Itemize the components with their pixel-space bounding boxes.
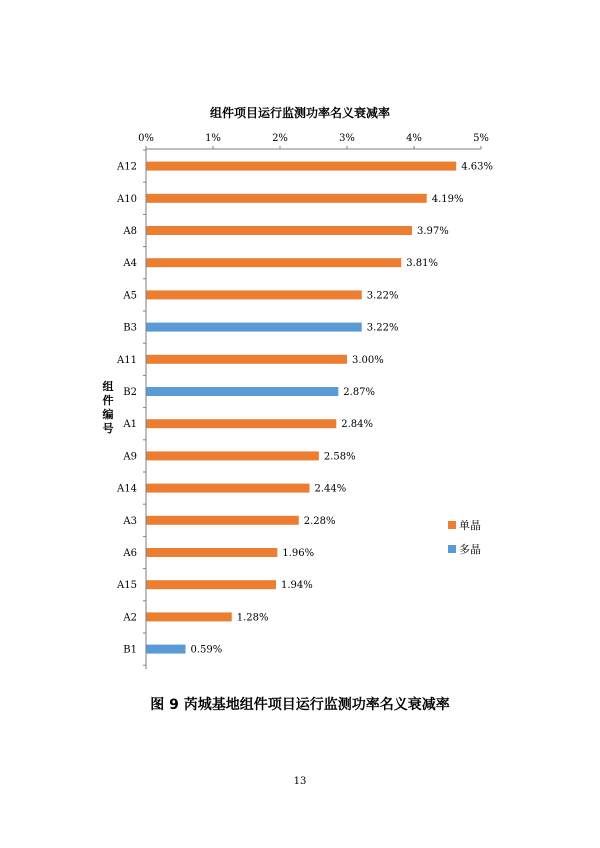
y-tick-label: A14 — [117, 483, 137, 495]
figure-caption: 图 9 芮城基地组件项目运行监测功率名义衰减率 — [150, 697, 450, 713]
y-tick-label: A6 — [123, 548, 137, 559]
bar — [147, 323, 362, 332]
legend-label-poly: 多晶 — [459, 543, 481, 556]
legend-item-poly — [448, 542, 481, 556]
data-label: 4.19% — [431, 193, 464, 205]
legend-swatch-poly — [448, 545, 456, 553]
x-tick-label: 0% — [138, 133, 154, 144]
y-tick-label: A8 — [123, 226, 137, 237]
bar — [147, 645, 186, 654]
data-label: 2.58% — [323, 451, 356, 463]
bar — [147, 419, 337, 428]
y-tick-label: A2 — [123, 612, 137, 624]
page-number: 13 — [293, 776, 307, 787]
bar — [147, 290, 362, 299]
y-tick-label: A10 — [117, 193, 137, 205]
y-tick-label: A4 — [123, 258, 137, 270]
bar — [147, 387, 339, 396]
y-tick-label: B1 — [123, 644, 137, 656]
bar — [147, 226, 412, 235]
y-tick-label: A15 — [117, 580, 137, 592]
x-tick-label: 4% — [406, 133, 422, 144]
bar — [147, 451, 319, 460]
data-label: 3.81% — [406, 258, 439, 270]
chart-title: 组件项目运行监测功率名义衰减率 — [209, 106, 390, 120]
data-label: 2.44% — [314, 483, 347, 495]
bar — [147, 355, 348, 364]
bar — [147, 162, 457, 171]
y-tick-label: B3 — [123, 322, 137, 334]
y-tick-label: A1 — [123, 419, 137, 431]
x-tick-label: 1% — [205, 133, 221, 144]
data-label: 2.87% — [343, 387, 376, 398]
y-tick-label: A9 — [123, 451, 137, 463]
data-label: 2.28% — [303, 515, 336, 527]
bar — [147, 580, 276, 589]
data-label: 1.28% — [236, 612, 269, 624]
chart-legend — [448, 518, 481, 566]
data-label: 0.59% — [190, 644, 223, 656]
data-label: 3.22% — [366, 322, 399, 334]
data-label: 1.96% — [282, 548, 315, 559]
data-label: 2.84% — [341, 419, 374, 431]
y-tick-label: A11 — [117, 354, 137, 366]
y-tick-label: A12 — [117, 161, 137, 173]
data-label: 3.97% — [416, 226, 449, 237]
bar — [147, 484, 310, 493]
y-axis-label: 组件编号 — [102, 380, 114, 435]
bar — [147, 258, 402, 267]
y-tick-label: B2 — [123, 387, 137, 398]
bar — [147, 548, 278, 557]
data-label: 3.22% — [366, 290, 399, 302]
bar — [147, 194, 427, 203]
y-tick-label: A3 — [123, 515, 137, 527]
legend-label-mono: 单晶 — [459, 519, 481, 532]
bar — [147, 612, 232, 621]
x-tick-label: 3% — [339, 133, 355, 144]
data-label: 3.00% — [352, 354, 384, 366]
y-tick-label: A5 — [123, 290, 137, 302]
data-label: 1.94% — [280, 580, 313, 592]
bar — [147, 516, 299, 525]
legend-swatch-mono — [448, 521, 456, 529]
data-label: 4.63% — [461, 161, 493, 173]
x-tick-label: 5% — [473, 133, 489, 144]
x-tick-label: 2% — [272, 133, 288, 144]
legend-item-mono — [448, 518, 481, 532]
